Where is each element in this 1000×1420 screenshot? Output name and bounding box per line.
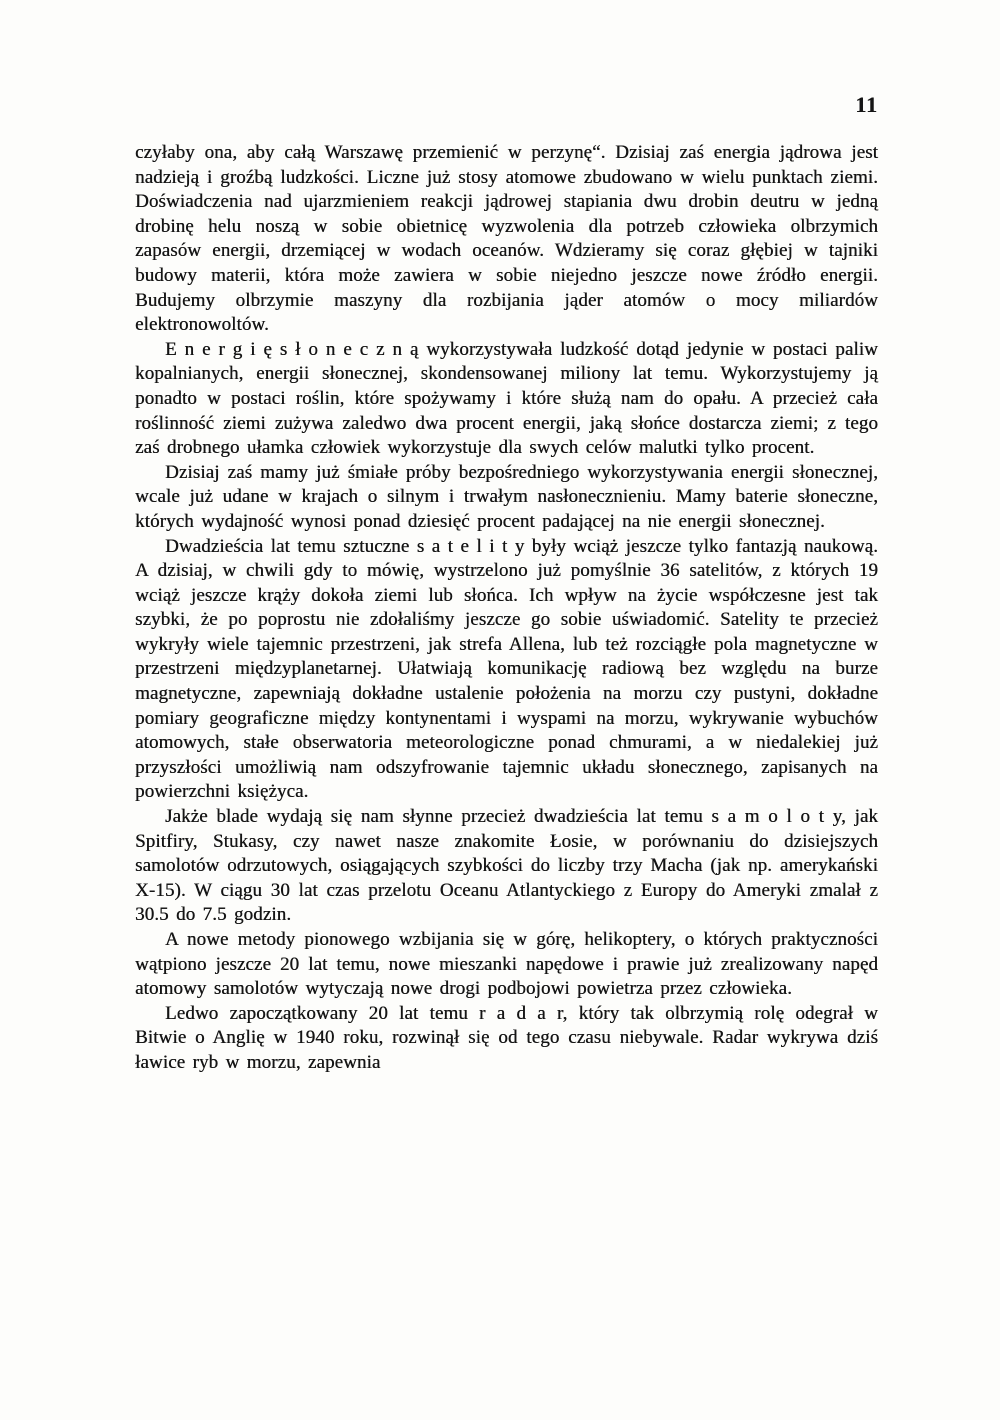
page-text (135, 141, 878, 1076)
paragraph-satellites: Dwadzieścia lat temu sztuczne s a t e l i t y były wciąż jeszcze tylko fantazją naukową. A dzisiaj, w chwili gdy to mówię, wystrzelono już pomyślnie 36 satelitów, z których 19 wciąż jeszcze krąży dokoła ziemi lub słońca. Ich wpływ na życie współczesne jest tak szybki, że po poprostu nie zdołaliśmy jeszcze go sobie uświadomić. Satelity te przecież wykryły wiele tajemnic przestrzeni, jak strefa Allena, lub też rozciągłe pola magnetyczne w przestrzeni międzyplanetarnej. Ułatwiają komunikację radiową bez względu na burze magnetyczne, zapewniają dokładne ustalenie położenia na morzu czy pustyni, dokładne pomiary geograficzne między kontynentami i wyspami na morzu, wykrywanie wybuchów atomowych, stałe obserwatoria meteorologiczne ponad chmurami, a w niedalekiej już przyszłości umożliwią nam odszyfrowanie tajemnic układu słonecznego, zapisanych na powierzchni księżyca. (135, 535, 878, 803)
paragraph-airplanes: Jakże blade wydają się nam słynne przecież dwadzieścia lat temu s a m o l o t y, jak Spitfiry, Stukasy, czy nawet nasze znakomite Łosie, w porównaniu do dzisiejszych samolotów odrzutowych, osiągających szybkości do liczby trzy Macha (jak np. amerykański X-15). W ciągu 30 lat czas przelotu Oceanu Atlantyckiego z Europy do Ameryki zmalał z 30.5 do 7.5 godzin. (135, 806, 878, 926)
paragraph-continuation: czyłaby ona, aby całą Warszawę przemienić w perzynę“. Dzisiaj zaś energia jądrowa jest nadzieją i groźbą ludzkości. Liczne już stosy atomowe zbudowano w wielu punktach ziemi. Doświadczenia nad ujarzmieniem reakcji jądrowej stapiania dwu drobin deutru w jedną drobinę helu noszą w sobie obietnicę wyzwolenia dla potrzeb człowieka olbrzymich zapasów energii, drzemiącej w wodach oceanów. Wdzieramy się coraz głębiej w tajniki budowy materii, która może zawiera w sobie niejedno jeszcze nowe źródło energii. Budujemy olbrzymie maszyny dla rozbijania jąder atomów o mocy miliardów elektronowoltów. (135, 142, 878, 336)
paragraph-solar-batteries: Dzisiaj zaś mamy już śmiałe próby bezpośredniego wykorzystywania energii słonecznej, wcale już udane w krajach o silnym i trwałym nasłonecznieniu. Mamy baterie słoneczne, których wydajność wynosi ponad dziesięć procent padającej na nie energii słonecznej. (135, 461, 878, 532)
paragraph-helicopters: A nowe metody pionowego wzbijania się w górę, helikoptery, o których praktyczności wątpiono jeszcze 20 lat temu, nowe mieszanki napędowe i prawie już zrealizowany napęd atomowy samolotów wytyczają nowe drogi podbojowi powietrza przez człowieka. (135, 929, 878, 1000)
page-number: 11 (855, 92, 878, 117)
paragraph-radar: Ledwo zapoczątkowany 20 lat temu r a d a r, który tak olbrzymią rolę odegrał w Bitwie o Anglię w 1940 roku, rozwinął się od tego czasu niebywale. Radar wykrywa dziś ławice ryb w morzu, zapewnia (135, 1002, 878, 1073)
paragraph-solar-energy: E n e r g i ę s ł o n e c z n ą wykorzystywała ludzkość dotąd jedynie w postaci paliw kopalnianych, energii słonecznej, skondensowanej miliony lat temu. Wykorzystujemy ją ponadto w postaci roślin, które spożywamy i które służą nam do opału. A przecież cała roślinność ziemi zużywa zaledwo dwa procent energii, jaką słońce dostarcza ziemi; z tego zaś drobnego ułamka człowiek wykorzystuje dla swych celów malutki tylko procent. (135, 338, 878, 459)
